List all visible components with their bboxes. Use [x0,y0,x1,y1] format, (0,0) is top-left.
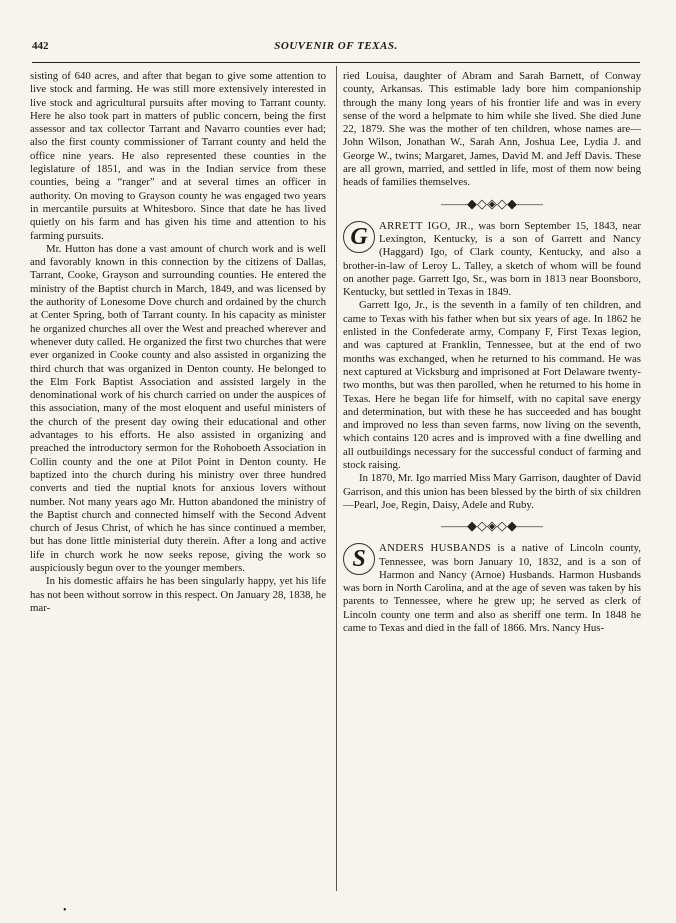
ornamental-divider-2: ——◆◇◈◇◆—— [441,518,543,534]
left-paragraph-2: Mr. Hutton has done a vast amount of church work and is well and favorably known in this connection by the citizens of Dallas, Tarrant, Cooke, Grayson and surrounding counties. He entered the ministry of the Baptist church in March, 1849, and was licensed by the authority of Lonesome Dove church and ordained by the church at Center Spring, both of Tarrant county. In his capacity as minister he organized churches all over the West and preached wherever and whenever duty called. He organized the first two churches that were ever organized in Cooke county and also assisted in organizing the third church that was organized in Denton county. He belonged to the Elm Fork Baptist Association and assisted largely in the denominational work of his church carried on under the auspices of this association, many of the most eloquent and useful ministers of the church of the present day owing their educational and other advantages to his efforts. He also assisted in organizing and preached the introductory sermon for the Rohoboeth Association in Collin county and the one at Pilot Point in Denton county. He baptized into the church during his ministry over three hundred converts and tied the nuptial knots for anxious lovers without number. Not many years ago Mr. Hutton abandoned the ministry of the Baptist church and connected himself with the Second Advent church of Jesus Christ, of which he has since continued a member, but has done little ministerial duty therein. After a long and active life in church work he now seeks repose, giving the work so auspiciously begun over to the younger members. [30,242,326,574]
ornamental-divider: ——◆◇◈◇◆—— [441,195,543,211]
page-number: 442 [32,40,49,52]
column-divider [336,66,337,891]
husbands-text-1: is a native of Lincoln county, Tennessee, was born January 10, 1832, and is a son of Harmon and Nancy (Arnoe) Husbands. Harmon Husbands was born in North Carolina, and at the age of seven was taken by his parents to Tennessee, where he grew up; he served as clerk of Lincoln county one term and also as sheriff one term. In 1848 he came to Texas and died in the fall of 1866. Mrs. Nancy Hus- [343,542,642,634]
header-rule [32,62,640,63]
left-paragraph-1: sisting of 640 acres, and after that began to give some attention to live stock and farming. He was still more extensively interested in live stock and agricultural pursuits after moving to Tarrant county. Here he also took part in matters of public concern, being the first assessor and tax collector Tarrant and Navarro counties ever had; also the first county commissioner of Tarrant county and held the office nine years. He also represented these counties in the legislature of 1851, and was in the Indian service from these counties, being a “ranger” and at several times an officer in authority. On moving to Grayson county he was engaged two years in mercantile pursuits at Whitesboro. Since that date he has lived quietly on his farm and has given his time and attention to his farming pursuits. [30,70,326,242]
igo-paragraph-1 [343,220,641,300]
igo-text-1: was born September 15, 1843, near Lexington, Kentucky, is a son of Garrett and Nancy (Haggard) Igo, of Clark county, Kentucky, and also a brother-in-law of Leroy L. Talley, a sketch of whom will be found on another page. Garrett Igo, Sr., was born in 1813 near Boonsboro, Kentucky, but settled in Texas in 1849. [343,219,641,299]
left-column [30,70,326,893]
igo-name: ARRETT IGO, JR., [379,219,474,232]
husbands-name: ANDERS HUSBANDS [379,542,492,555]
left-paragraph-3: In his domestic affairs he has been singularly happy, yet his life has not been without sorrow in this respect. On January 28, 1838, he mar- [30,575,326,614]
dropcap-g: G [343,221,375,253]
right-paragraph-1: ried Louisa, daughter of Abram and Sarah Barnett, of Conway county, Arkansas. This estimable lady bore him companionship through the many long years of his frontier life and was in every sense of the word a helpmate to him while she lived. She died June 22, 1879. She was the mother of ten children, whose names are—John Wilson, Jonathan W., Sarah Ann, Joshua Lee, Lydia J. and George W., twins; Margaret, James, David M. and Jeff Davis. These are all grown, married, and settled in life, most of them now being heads of families themselves. [343,70,641,189]
running-title: SOUVENIR OF TEXAS. [274,40,398,52]
husbands-paragraph-1 [343,542,641,635]
page-header [32,40,640,54]
igo-paragraph-2: Garrett Igo, Jr., is the seventh in a family of ten children, and came to Texas with his father when but six years of age. In 1862 he enlisted in the Confederate army, Company F, First Texas legion, and was captured at Franklin, Tennessee, but at the end of two months was exchanged, when he returned to his command. He was next captured at Vicksburg and imprisoned at Fort Delaware twenty-two months, but was then parolled, when he returned to his home in Texas. Here he began life for himself, with no capital save energy and determination, but with these he has succeeded and has bought and improved no less than seven farms, now living on the seventh, which contains 120 acres and is improved with a fine dwelling and all outbuildings necessary for the successful conduct of farming and stock raising. [343,299,641,472]
dropcap-s: S [343,543,375,575]
right-column [343,70,641,893]
igo-paragraph-3: In 1870, Mr. Igo married Miss Mary Garrison, daughter of David Garrison, and this union has been blessed by the birth of six children—Pearl, Joe, Regin, Daisy, Adele and Ruby. [343,472,641,511]
page-mark: • [63,905,67,916]
